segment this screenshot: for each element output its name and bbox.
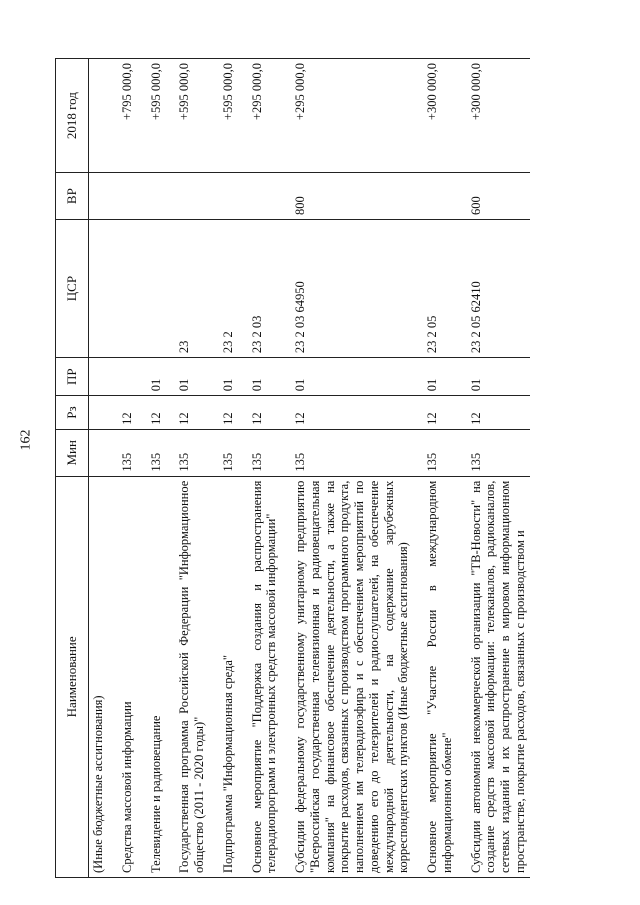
spacer-cell <box>413 476 423 877</box>
cell-min: 135 <box>147 429 166 476</box>
cell-pr <box>118 358 137 396</box>
cell-min: 135 <box>219 429 238 476</box>
table-row <box>175 59 209 878</box>
spacer-cell <box>281 220 291 358</box>
spacer-cell <box>137 59 147 173</box>
cell-name: Субсидии федеральному государственному унитарному предприятию "Всероссийская государственная телевизионная и радиовещательная компания" на финансовое обеспечение деятельности, а также на покрытие расходов, связанных с производством программного продукта, наполнением им телерадиоэфира и с обеспечением мероприятий по доведению его до телезрителей и радиослушателей, на обеспечение международной деятельности, на содержание зарубежных корреспондентских пунктов (Иные бюджетные ассигнования) <box>291 476 413 877</box>
spacer-cell <box>137 429 147 476</box>
spacer-cell <box>209 358 219 396</box>
spacer-cell <box>209 59 219 173</box>
header-name: Наименование <box>56 476 89 877</box>
table-row <box>89 59 108 878</box>
spacer-cell <box>165 358 175 396</box>
table-row <box>248 59 282 878</box>
rotated-sheet <box>55 58 585 878</box>
cell-amount: +795 000,0 <box>118 59 137 173</box>
spacer-cell <box>238 220 248 358</box>
cell-amount: +295 000,0 <box>248 59 282 173</box>
spacer-cell <box>165 59 175 173</box>
cell-csr: 23 2 05 62410 <box>467 220 530 358</box>
cell-pr: 01 <box>147 358 166 396</box>
cell-rz: 12 <box>291 396 413 430</box>
cell-pr: 01 <box>175 358 209 396</box>
spacer-cell <box>238 396 248 430</box>
spacer-cell <box>281 173 291 220</box>
header-min: Мин <box>56 429 89 476</box>
row-spacer <box>137 59 147 878</box>
spacer-cell <box>238 59 248 173</box>
spacer-cell <box>165 396 175 430</box>
cell-name: Телевидение и радиовещание <box>147 476 166 877</box>
spacer-cell <box>413 429 423 476</box>
spacer-cell <box>457 59 467 173</box>
cell-vr <box>89 173 108 220</box>
cell-min <box>89 429 108 476</box>
spacer-cell <box>165 173 175 220</box>
cell-vr <box>219 173 238 220</box>
cell-csr: 23 2 03 64950 <box>291 220 413 358</box>
cell-csr: 23 <box>175 220 209 358</box>
cell-csr: 23 2 05 <box>423 220 457 358</box>
cell-amount: +295 000,0 <box>291 59 413 173</box>
spacer-cell <box>457 476 467 877</box>
cell-name: Основное мероприятие "Поддержка создания и распространения телерадиопрограмм и электронных средств массовой информации" <box>248 476 282 877</box>
cell-pr: 01 <box>248 358 282 396</box>
cell-csr <box>89 220 108 358</box>
cell-rz: 12 <box>423 396 457 430</box>
spacer-cell <box>238 476 248 877</box>
spacer-cell <box>137 220 147 358</box>
cell-rz: 12 <box>248 396 282 430</box>
spacer-cell <box>457 429 467 476</box>
row-spacer <box>209 59 219 878</box>
row-spacer <box>238 59 248 878</box>
cell-min: 135 <box>118 429 137 476</box>
spacer-cell <box>209 396 219 430</box>
budget-table <box>55 58 530 878</box>
cell-min: 135 <box>423 429 457 476</box>
cell-name: Средства массовой информации <box>118 476 137 877</box>
page-number: 162 <box>18 429 34 451</box>
spacer-cell <box>238 358 248 396</box>
spacer-cell <box>281 358 291 396</box>
spacer-cell <box>413 173 423 220</box>
cell-vr <box>118 173 137 220</box>
spacer-cell <box>108 59 118 173</box>
cell-pr <box>89 358 108 396</box>
spacer-cell <box>281 59 291 173</box>
cell-amount: +300 000,0 <box>467 59 530 173</box>
cell-pr: 01 <box>291 358 413 396</box>
table-row <box>147 59 166 878</box>
spacer-cell <box>209 173 219 220</box>
spacer-cell <box>108 396 118 430</box>
spacer-cell <box>281 476 291 877</box>
spacer-cell <box>281 429 291 476</box>
spacer-cell <box>281 396 291 430</box>
spacer-cell <box>137 358 147 396</box>
cell-vr: 600 <box>467 173 530 220</box>
table-body <box>89 59 530 878</box>
cell-min: 135 <box>175 429 209 476</box>
spacer-cell <box>238 173 248 220</box>
row-spacer <box>457 59 467 878</box>
spacer-cell <box>413 220 423 358</box>
cell-rz <box>89 396 108 430</box>
spacer-cell <box>108 358 118 396</box>
spacer-cell <box>165 429 175 476</box>
table-row <box>291 59 413 878</box>
cell-name: Подпрограмма "Информационная среда" <box>219 476 238 877</box>
spacer-cell <box>209 220 219 358</box>
header-rz: Рз <box>56 396 89 430</box>
spacer-cell <box>457 358 467 396</box>
spacer-cell <box>413 358 423 396</box>
spacer-cell <box>137 396 147 430</box>
cell-amount: +595 000,0 <box>175 59 209 173</box>
cell-vr <box>147 173 166 220</box>
row-spacer <box>413 59 423 878</box>
spacer-cell <box>108 220 118 358</box>
table-header-row <box>56 59 89 878</box>
cell-name: Государственная программа Российской Федерации "Информационное общество (2011 - 2020 годы)" <box>175 476 209 877</box>
spacer-cell <box>108 173 118 220</box>
cell-csr <box>147 220 166 358</box>
spacer-cell <box>457 220 467 358</box>
cell-amount: +595 000,0 <box>147 59 166 173</box>
header-pr: ПР <box>56 358 89 396</box>
spacer-cell <box>165 476 175 877</box>
cell-min: 135 <box>248 429 282 476</box>
spacer-cell <box>413 59 423 173</box>
row-spacer <box>165 59 175 878</box>
table-row <box>118 59 137 878</box>
cell-name: Основное мероприятие "Участие России в международном информационном обмене" <box>423 476 457 877</box>
cell-rz: 12 <box>219 396 238 430</box>
spacer-cell <box>108 429 118 476</box>
spacer-cell <box>165 220 175 358</box>
spacer-cell <box>108 476 118 877</box>
cell-vr <box>423 173 457 220</box>
spacer-cell <box>413 396 423 430</box>
header-vr: ВР <box>56 173 89 220</box>
cell-pr: 01 <box>219 358 238 396</box>
cell-amount: +300 000,0 <box>423 59 457 173</box>
cell-rz: 12 <box>147 396 166 430</box>
cell-pr: 01 <box>423 358 457 396</box>
spacer-cell <box>457 173 467 220</box>
cell-rz: 12 <box>467 396 530 430</box>
row-spacer <box>281 59 291 878</box>
spacer-cell <box>457 396 467 430</box>
spacer-cell <box>209 476 219 877</box>
cell-pr: 01 <box>467 358 530 396</box>
cell-name: Субсидии автономной некоммерческой организации "ТВ-Новости" на создание средств массовой информации: телеканалов, радиоканалов, сетевых изданий и их распространение в мировом информационном пространстве, покрытие расходов, связанных с производством и <box>467 476 530 877</box>
cell-rz: 12 <box>118 396 137 430</box>
header-year: 2018 год <box>56 59 89 173</box>
cell-amount: +595 000,0 <box>219 59 238 173</box>
cell-min: 135 <box>467 429 530 476</box>
row-spacer <box>108 59 118 878</box>
table-row <box>423 59 457 878</box>
cell-vr <box>175 173 209 220</box>
table-row <box>219 59 238 878</box>
cell-csr <box>118 220 137 358</box>
cell-name: (Иные бюджетные ассигнования) <box>89 476 108 877</box>
table-row <box>467 59 530 878</box>
spacer-cell <box>137 476 147 877</box>
spacer-cell <box>209 429 219 476</box>
spacer-cell <box>238 429 248 476</box>
cell-amount <box>89 59 108 173</box>
cell-csr: 23 2 03 <box>248 220 282 358</box>
spacer-cell <box>137 173 147 220</box>
cell-min: 135 <box>291 429 413 476</box>
cell-vr: 800 <box>291 173 413 220</box>
cell-rz: 12 <box>175 396 209 430</box>
cell-vr <box>248 173 282 220</box>
header-csr: ЦСР <box>56 220 89 358</box>
cell-csr: 23 2 <box>219 220 238 358</box>
